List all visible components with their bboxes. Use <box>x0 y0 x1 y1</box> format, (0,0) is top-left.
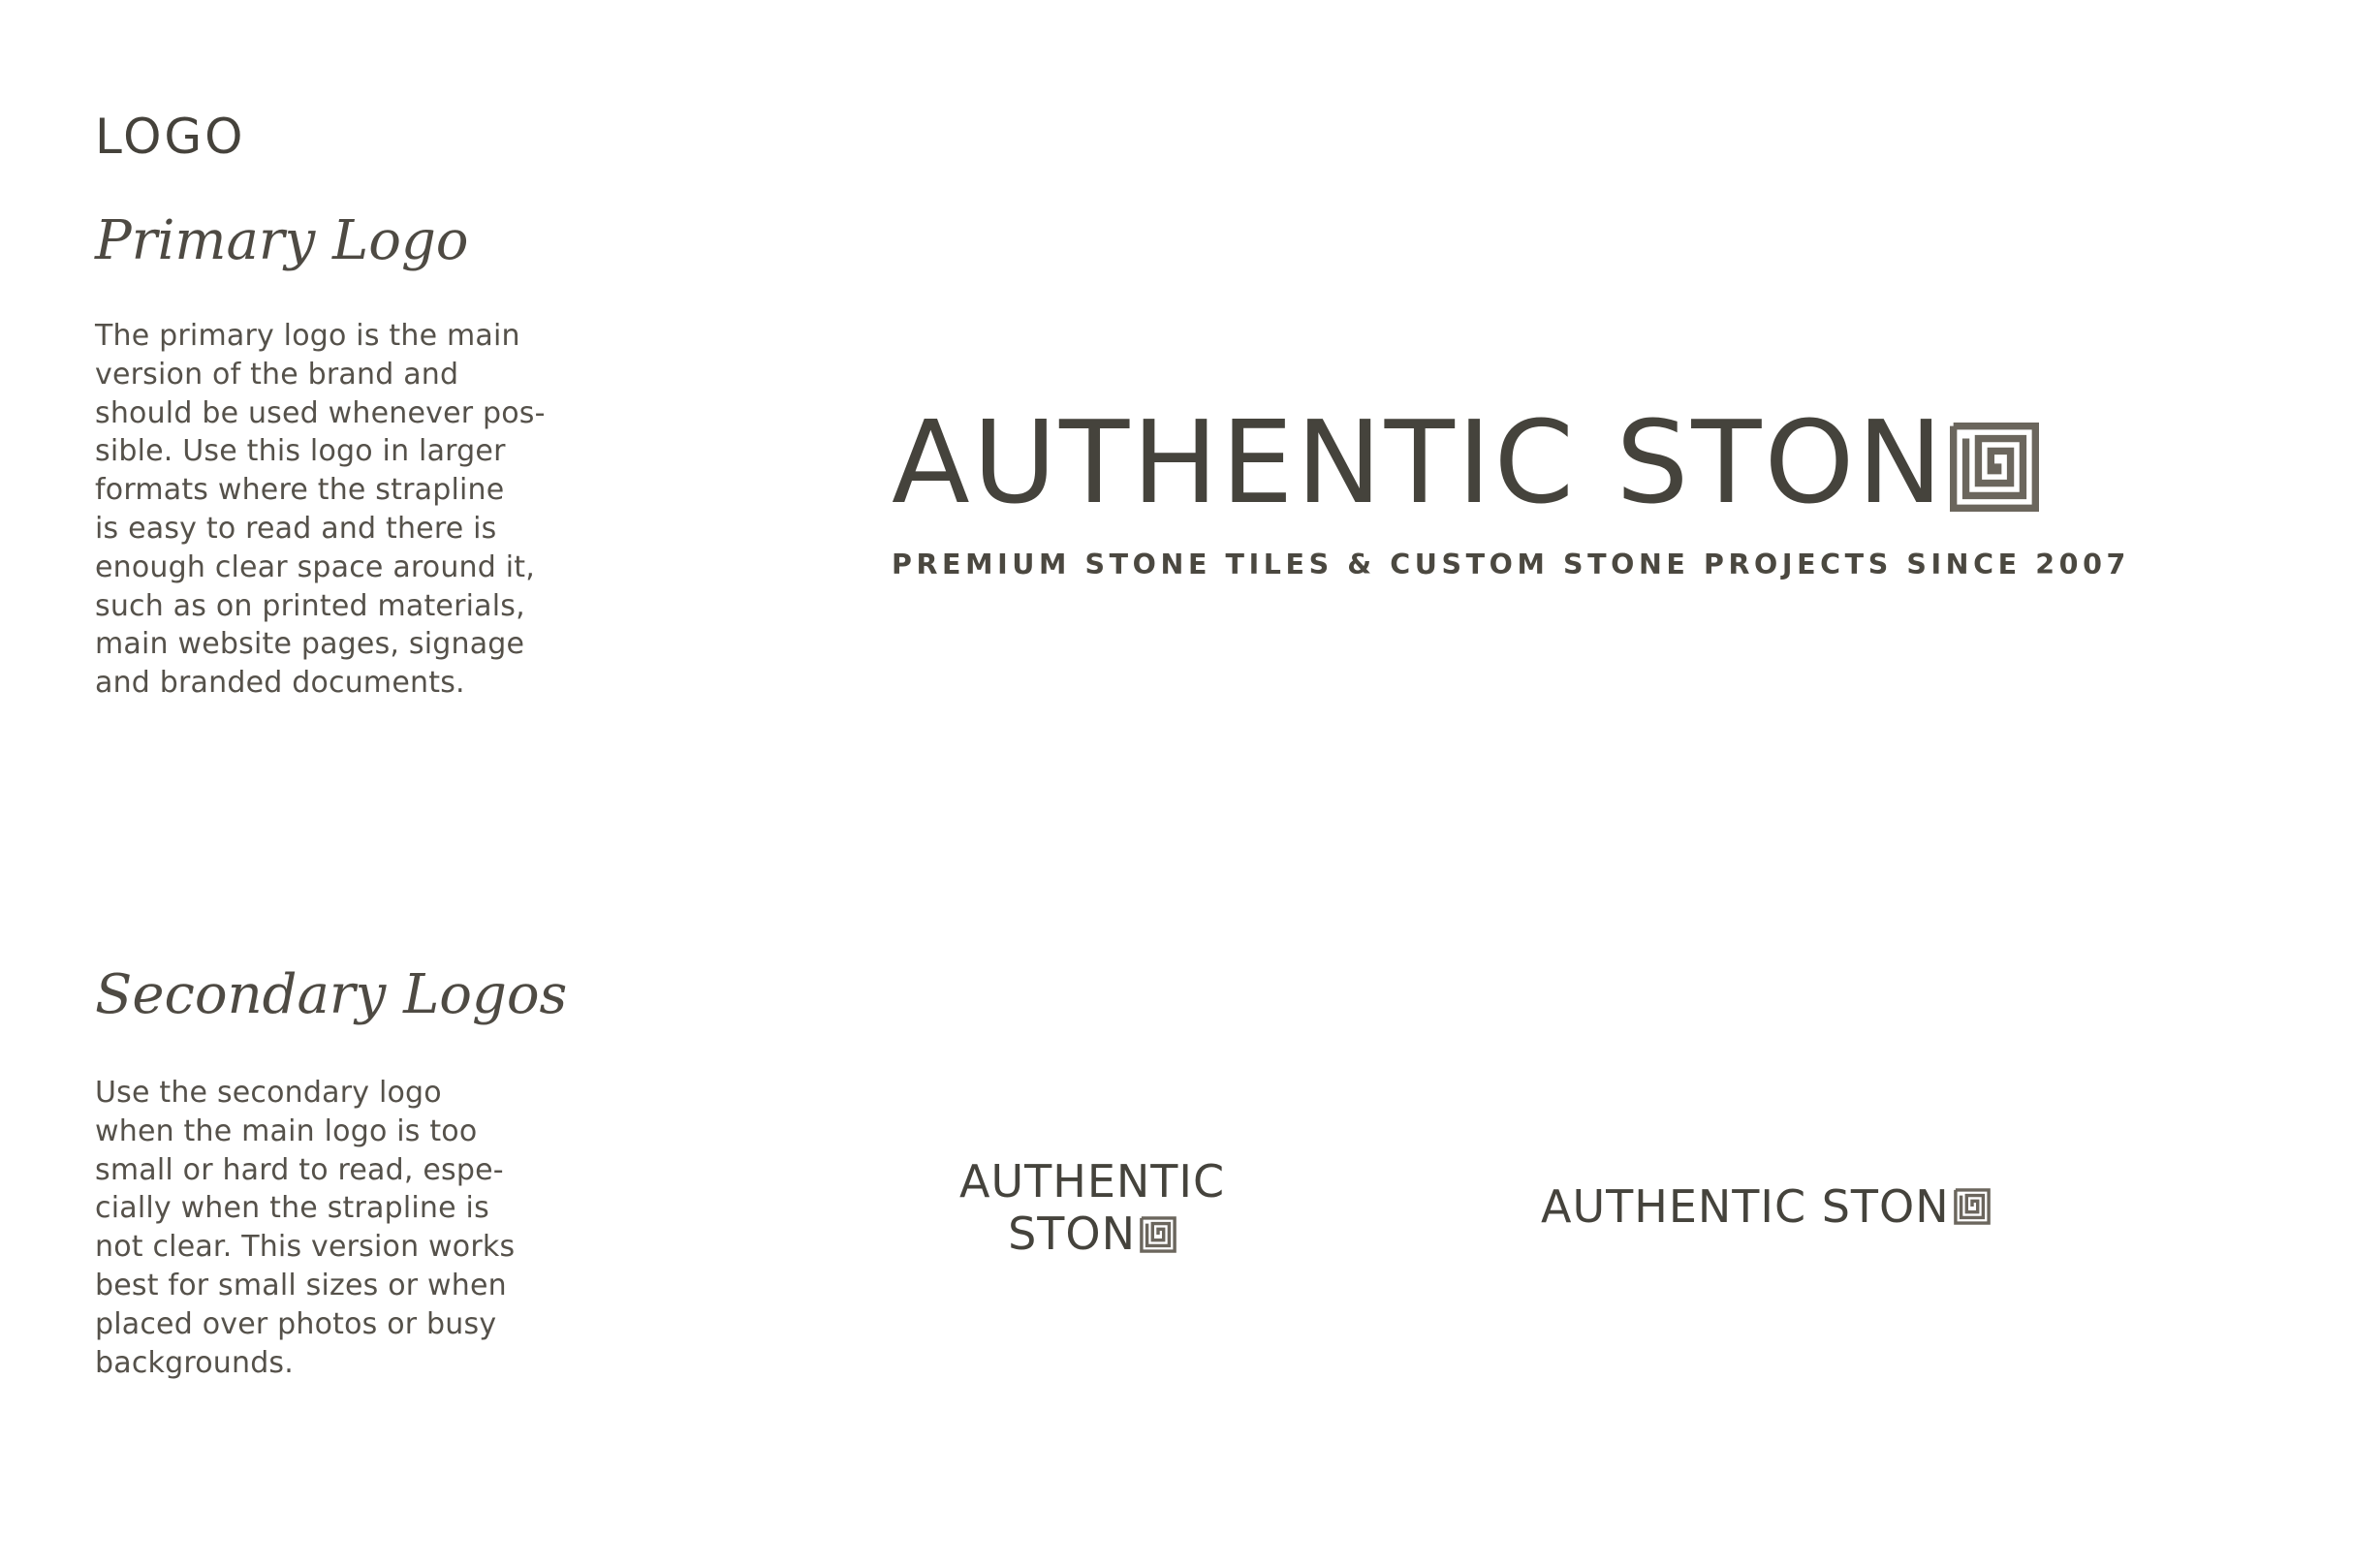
description-line: cially when the strapline is <box>95 1191 489 1226</box>
description-line: The primary logo is the main <box>95 319 520 353</box>
primary-logo-wordmark-row <box>892 395 2130 529</box>
description-line: formats where the strapline <box>95 473 505 508</box>
description-line: sible. Use this logo in larger <box>95 434 506 469</box>
description-line: placed over photos or busy <box>95 1306 497 1341</box>
primary-logo-description <box>95 317 546 703</box>
stacked-logo-word-top: AUTHENTIC <box>959 1155 1226 1207</box>
meander-square-icon <box>1954 1188 1991 1225</box>
description-line: best for small sizes or when <box>95 1268 507 1302</box>
description-line: such as on printed materials, <box>95 588 525 623</box>
horizontal-logo-wordmark: AUTHENTIC STON <box>1541 1180 1950 1233</box>
section-label: LOGO <box>95 109 246 165</box>
secondary-logos-heading: Secondary Logos <box>95 963 568 1026</box>
description-line: version of the brand and <box>95 357 459 392</box>
description-line: Use the secondary logo <box>95 1076 442 1110</box>
description-line: when the main logo is too <box>95 1113 478 1148</box>
primary-logo <box>892 395 2130 580</box>
secondary-logo-horizontal <box>1541 1180 1991 1233</box>
description-line: main website pages, signage <box>95 627 525 662</box>
description-line: backgrounds. <box>95 1345 295 1380</box>
primary-logo-heading: Primary Logo <box>95 209 469 272</box>
description-line: and branded documents. <box>95 666 465 701</box>
primary-logo-strapline: PREMIUM STONE TILES & CUSTOM STONE PROJECTS SINCE 2007 <box>892 549 2130 580</box>
meander-square-icon <box>1140 1216 1176 1253</box>
secondary-logo-stacked <box>959 1155 1226 1260</box>
primary-logo-wordmark: AUTHENTIC STON <box>892 395 1946 529</box>
description-line: should be used whenever pos- <box>95 395 546 430</box>
stacked-logo-word-bottom: STON <box>1008 1207 1136 1260</box>
description-line: is easy to read and there is <box>95 511 497 546</box>
secondary-logos-description <box>95 1074 515 1382</box>
description-line: small or hard to read, espe- <box>95 1152 504 1187</box>
description-line: not clear. This version works <box>95 1230 516 1265</box>
horizontal-logo-row <box>1541 1180 1991 1233</box>
stacked-logo-bottom-row <box>959 1207 1225 1260</box>
description-line: enough clear space around it, <box>95 549 535 584</box>
meander-square-icon <box>1950 423 2039 512</box>
